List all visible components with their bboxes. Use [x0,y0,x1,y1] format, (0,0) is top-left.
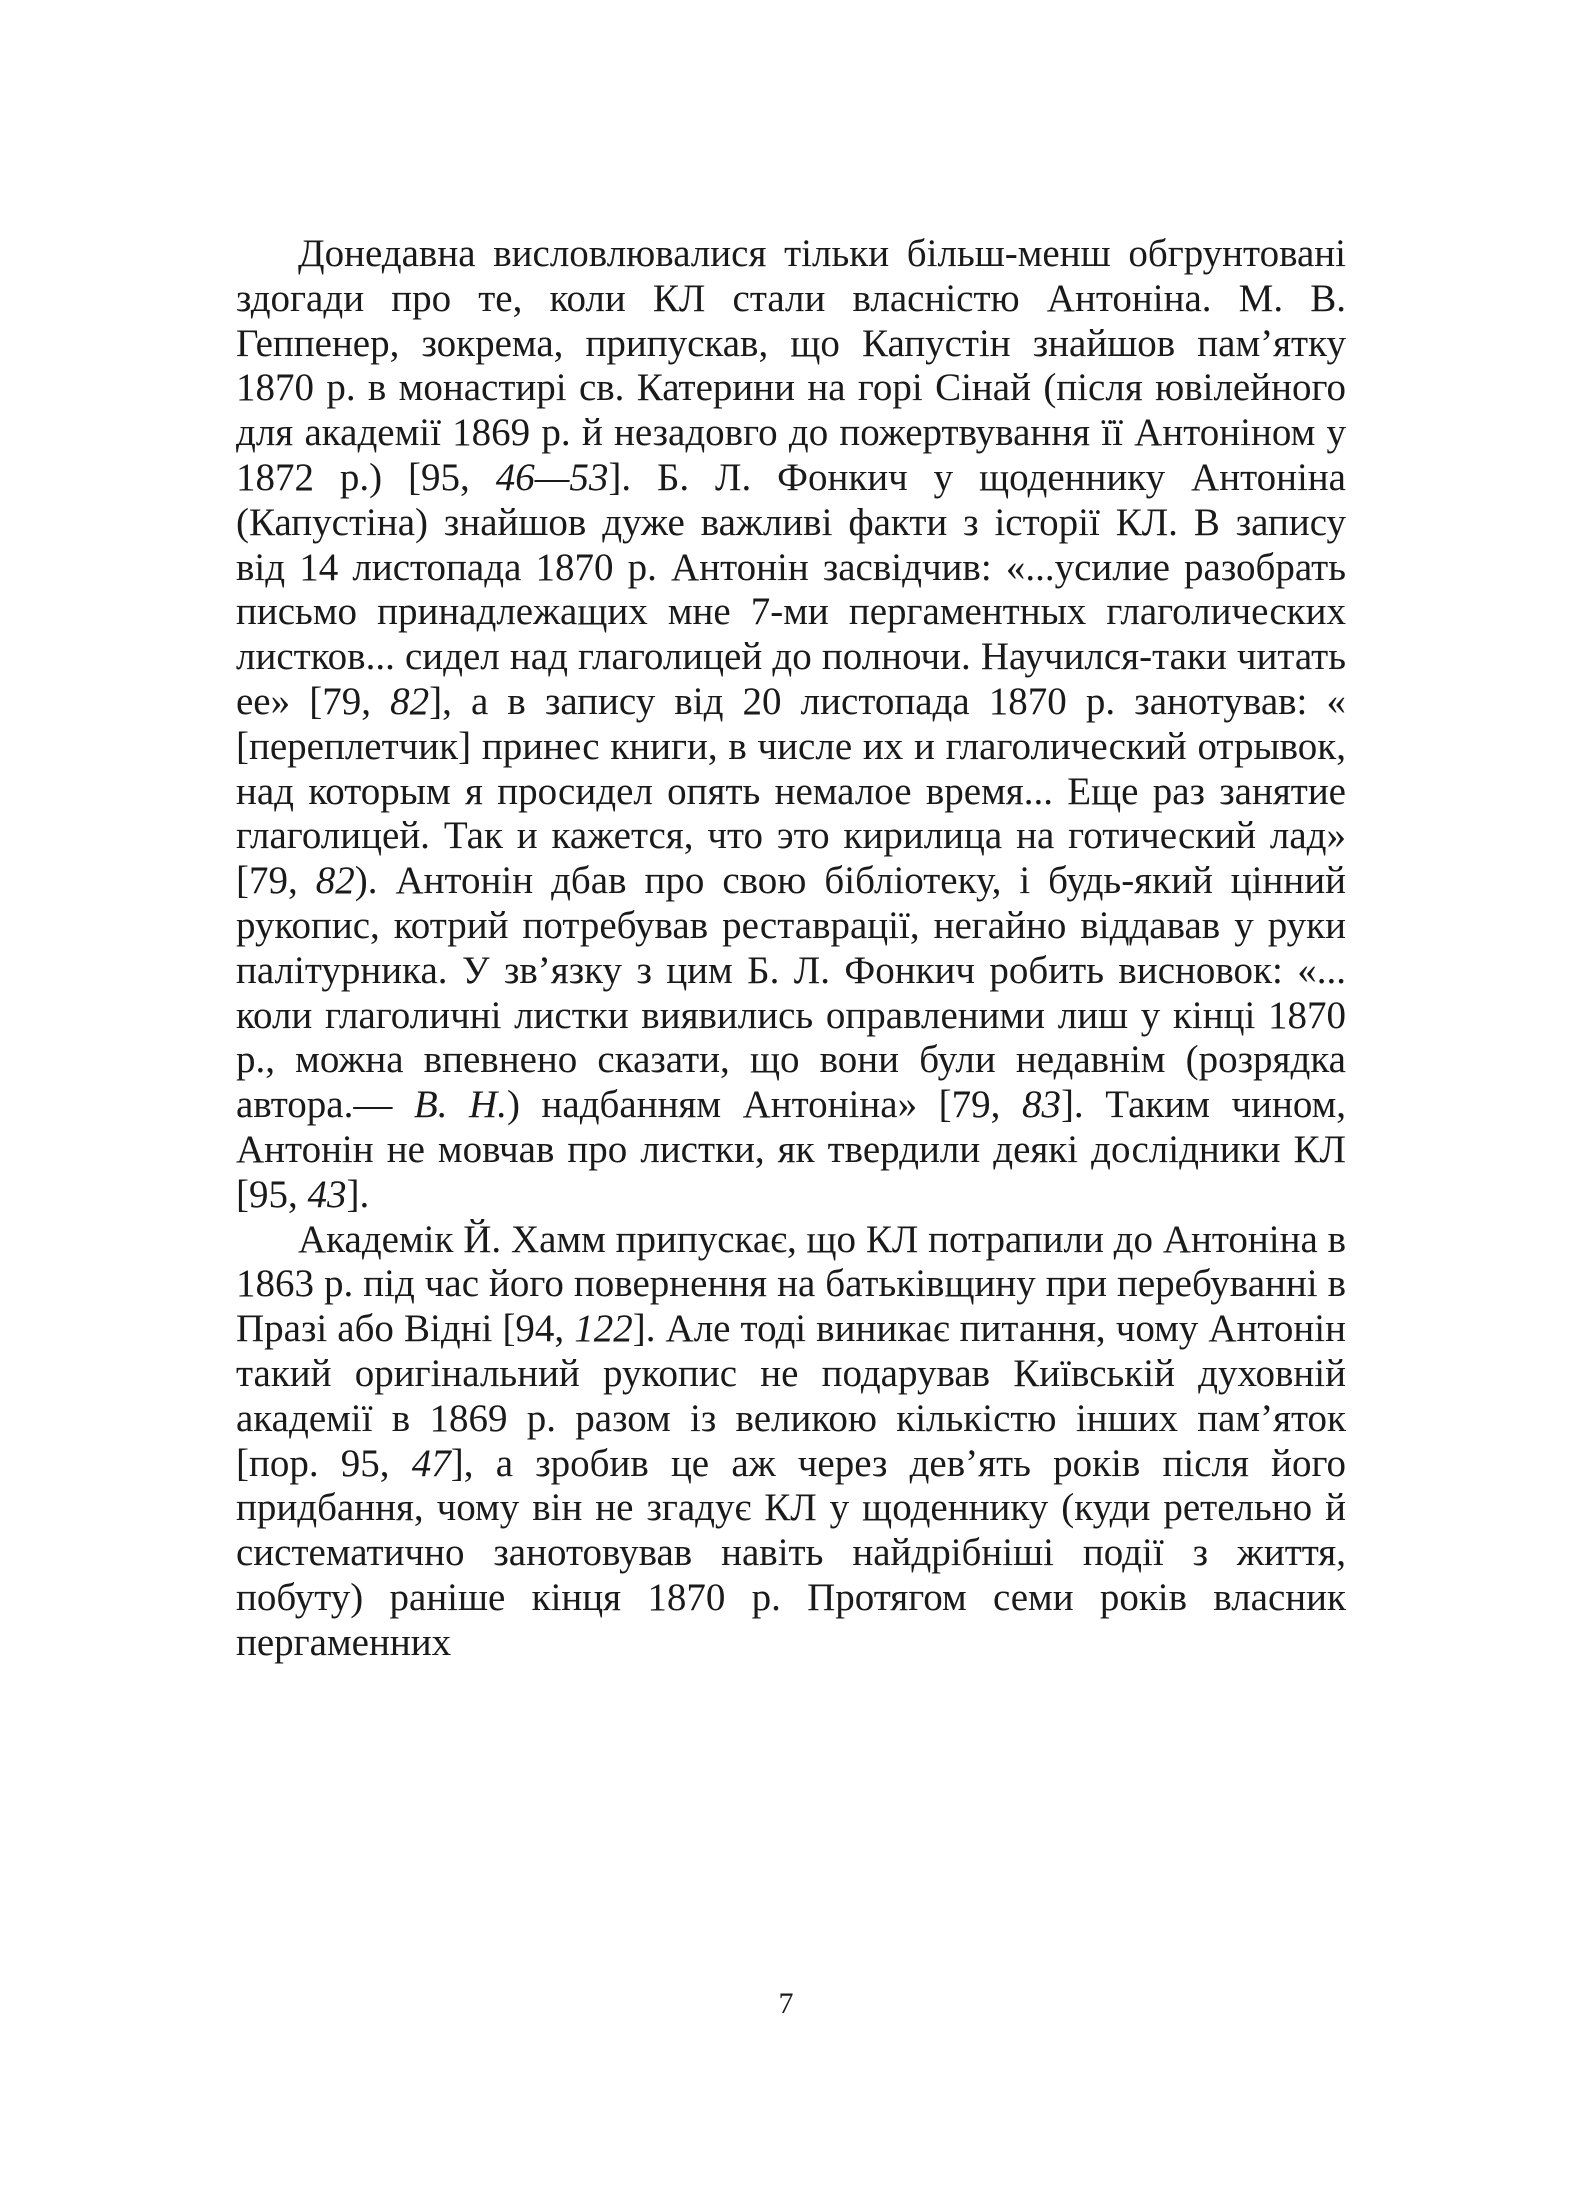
text-run: ]. Таким чином, Антонін не мовчав про листки, як твердили деякі дослідники КЛ [95, [236,1083,1346,1216]
italic-reference: 43 [307,1172,347,1216]
italic-reference: 82 [390,679,430,723]
italic-reference: 83 [1021,1083,1061,1127]
text-run: ]. Але тоді виникає питання, чому Антонін такий оригінальний рукопис не подарував Київській духовній академії в 1869 р. разом із великою кількістю інших пам’яток [пор. 95, [236,1307,1346,1485]
paragraph-2 [236,1218,1346,1666]
italic-reference: В. Н. [413,1083,507,1127]
text-run: Академік Й. Хамм припускає, що КЛ потрапили до Антоніна в 1863 р. під час його повернення на батьківщину при перебуванні в Празі або Відні [94, [236,1217,1346,1351]
text-run: ). Антонін дбав про свою бібліотеку, і будь-який цінний рукопис, котрий потребував реставрації, негайно віддавав у руки палітурника. У зв’язку з цим Б. Л. Фонкич робить висновок: «... коли глаголичні листки виявились оправленими лиш у кінці 1870 р., можна впевнено сказати, що вони були недавнім (розрядка автора.— [236,859,1346,1127]
body-text [236,232,1346,1666]
italic-reference: 46—53 [495,455,609,499]
text-run: ]. Б. Л. Фонкич у щоденнику Антоніна (Капустіна) знайшов дуже важливі факти з історії КЛ. В запису від 14 листопада 1870 р. Антонін засвідчив: «...усилие разобрать письмо принадлежащих мне 7-ми пергаментных глаголических листков... сидел над глаголицей до полночи. Научился-таки читать ее» [79, [236,455,1346,723]
text-run: ) надбанням Антоніна» [79, [506,1083,1022,1127]
text-run: Донедавна висловлювалися тільки більш-менш обгрунтовані здогади про те, коли КЛ стали власністю Антоніна. М. В. Геппенер, зокрема, припускав, що Капустін знайшов пам’ятку 1870 р. в монастирі св. Катерини на горі Сінай (після ювілейного для академії 1869 р. й незадовго до пожертвування її Антоніном у 1872 р.) [95, [236,232,1346,499]
page-number: 7 [778,1987,794,2020]
italic-reference: 122 [574,1307,633,1351]
text-run: ], а зробив це аж через дев’ять років після його придбання, чому він не згадує КЛ у щоденнику (куди ретельно й систематично занотовував навіть найдрібніші події з життя, побуту) раніше кінця 1870 р. Протягом семи років власник пергаменних [236,1441,1347,1664]
paragraph-1 [236,232,1346,1218]
text-run: ], а в запису від 20 листопада 1870 р. занотував: « [переплетчик] принес книги, в числе их и глаголический отрывок, над которым я просидел опять немалое время... Еще раз занятие глаголицей. Так и кажется, что это кирилица на готический лад» [79, [236,679,1347,903]
italic-reference: 82 [315,859,355,903]
text-run: ]. [346,1172,370,1216]
italic-reference: 47 [411,1441,451,1485]
